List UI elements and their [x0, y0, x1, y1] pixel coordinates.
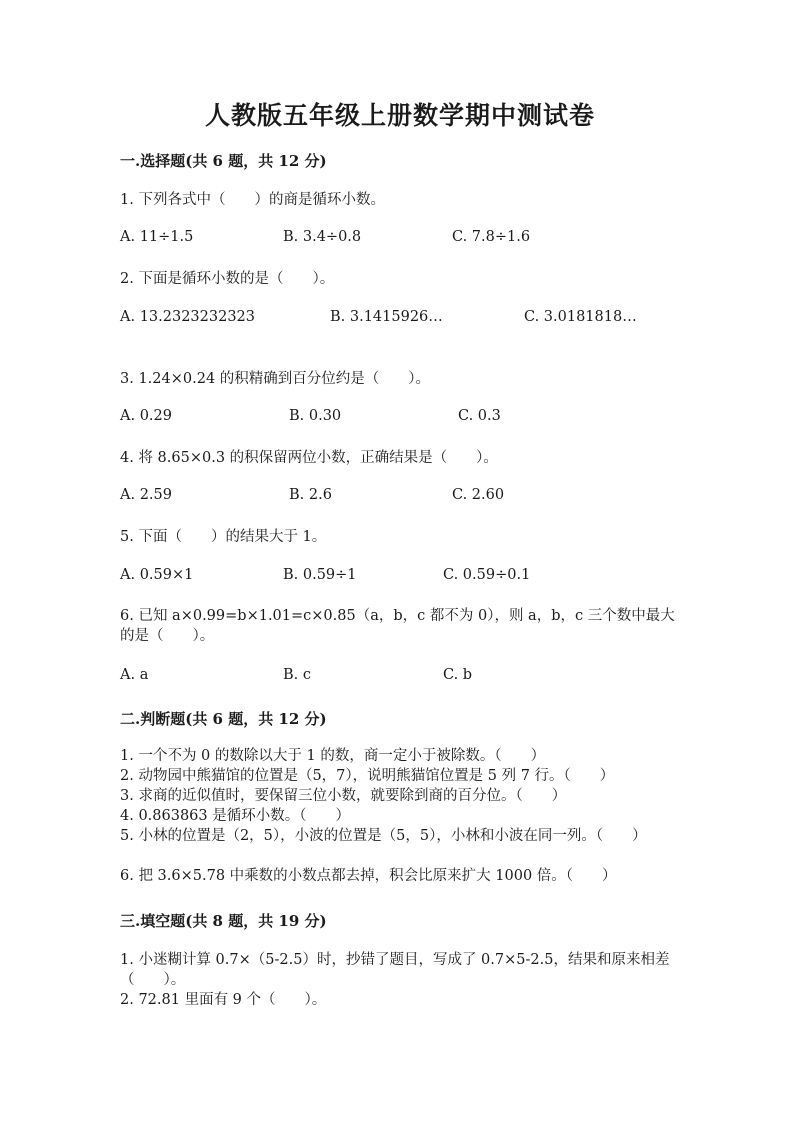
choice-question-1: 1. 下列各式中（ ）的商是循环小数。 [120, 192, 385, 208]
choice-1-option-b: B. 3.4÷0.8 [283, 229, 362, 245]
choice-3-option-b: B. 0.30 [289, 408, 342, 424]
choice-1-option-a: A. 11÷1.5 [120, 229, 194, 245]
judge-item-5: 5. 小林的位置是（2，5），小波的位置是（5，5），小林和小波在同一列。（ ） [120, 828, 647, 844]
choice-5-option-c: C. 0.59÷0.1 [443, 567, 531, 583]
choice-1-option-c: C. 7.8÷1.6 [452, 229, 531, 245]
choice-6-option-a: A. a [120, 667, 149, 683]
choice-question-6: 6. 已知 a×0.99=b×1.01=c×0.85（a，b，c 都不为 0），则 a，b，c 三个数中最大的是（ ）。 [120, 608, 675, 644]
choice-5-option-b: B. 0.59÷1 [283, 567, 357, 583]
choice-2-option-a: A. 13.2323232323 [120, 309, 256, 325]
choice-3-option-c: C. 0.3 [458, 408, 501, 424]
choice-6-option-b: B. c [283, 667, 311, 683]
section-heading-fill: 三.填空题(共 8 题，共 19 分) [120, 912, 327, 930]
choice-2-option-c: C. 3.0181818… [524, 309, 637, 325]
choice-5-option-a: A. 0.59×1 [120, 567, 194, 583]
choice-2-option-b: B. 3.1415926… [330, 309, 443, 325]
choice-question-5: 5. 下面（ ）的结果大于 1。 [120, 529, 327, 545]
section-heading-choice: 一.选择题(共 6 题，共 12 分) [120, 152, 327, 170]
section-heading-judge: 二.判断题(共 6 题，共 12 分) [120, 710, 327, 728]
fill-item-2: 2. 72.81 里面有 9 个（ ）。 [120, 992, 327, 1008]
choice-question-4: 4. 将 8.65×0.3 的积保留两位小数，正确结果是（ ）。 [120, 450, 498, 466]
choice-6-option-c: C. b [443, 667, 473, 683]
judge-item-1: 1. 一个不为 0 的数除以大于 1 的数，商一定小于被除数。（ ） [120, 748, 546, 764]
fill-item-1: 1. 小迷糊计算 0.7×（5-2.5）时，抄错了题目，写成了 0.7×5-2.5，结果和原来相差（ ）。 [120, 952, 670, 988]
judge-item-4: 4. 0.863863 是循环小数。（ ） [120, 808, 350, 824]
judge-item-2: 2. 动物园中熊猫馆的位置是（5，7），说明熊猫馆位置是 5 列 7 行。（ ） [120, 768, 615, 784]
choice-4-option-b: B. 2.6 [289, 487, 332, 503]
choice-4-option-a: A. 2.59 [120, 487, 172, 503]
choice-3-option-a: A. 0.29 [120, 408, 172, 424]
judge-item-3: 3. 求商的近似值时，要保留三位小数，就要除到商的百分位。（ ） [120, 788, 567, 804]
choice-question-3: 3. 1.24×0.24 的积精确到百分位约是（ ）。 [120, 371, 431, 387]
page-title: 人教版五年级上册数学期中测试卷 [204, 101, 595, 130]
judge-item-6: 6. 把 3.6×5.78 中乘数的小数点都去掉，积会比原来扩大 1000 倍。（ ） [120, 868, 617, 884]
choice-question-2: 2. 下面是循环小数的是（ ）。 [120, 271, 335, 287]
choice-4-option-c: C. 2.60 [452, 487, 505, 503]
